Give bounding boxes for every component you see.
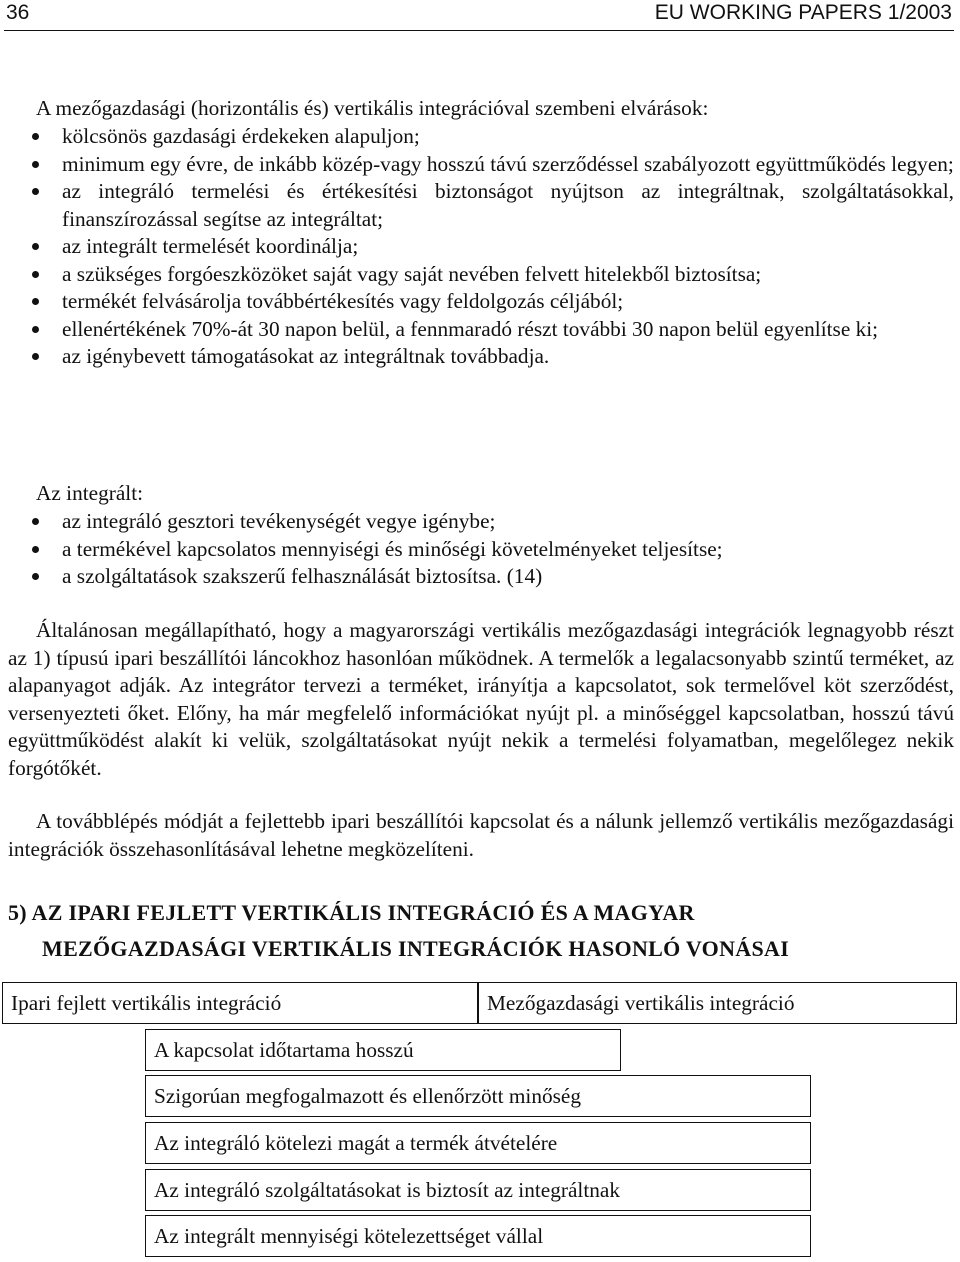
table-row: Az integráló kötelezi magát a termék átvételére [145,1122,811,1164]
section-heading-line2: MEZŐGAZDASÁGI VERTIKÁLIS INTEGRÁCIÓK HASONLÓ VONÁSAI [42,936,790,961]
list-item: a szolgáltatások szakszerű felhasználását biztosítsa. (14) [30,563,954,591]
intro-expectations: A mezőgazdasági (horizontális és) vertikális integrációval szembeni elvárások: [36,96,709,120]
expectations-list [30,123,954,371]
list-item: termékét felvásárolja továbbértékesítés vagy feldolgozás céljából; [30,288,954,316]
page-header [4,0,954,31]
table-row: Az integráló szolgáltatásokat is biztosít az integráltnak [145,1169,811,1211]
list-item: az integráló termelési és értékesítési biztonságot nyújtson az integráltnak, szolgáltatásokkal, finanszírozással segítse az integráltat; [30,178,954,233]
list-item: az integráló gesztori tevékenységét vegye igénybe; [30,508,954,536]
list-item: ellenértékének 70%-át 30 napon belül, a fennmaradó részt további 30 napon belül egyenlítse ki; [30,316,954,344]
list-item: kölcsönös gazdasági érdekeken alapuljon; [30,123,954,151]
list-item: a termékével kapcsolatos mennyiségi és minőségi követelményeket teljesítse; [30,536,954,564]
intro-integrated: Az integrált: [36,481,144,505]
list-item: az igénybevett támogatásokat az integráltnak továbbadja. [30,343,954,371]
publication-title: EU WORKING PAPERS 1/2003 [654,1,952,24]
section-heading-line1: 5) AZ IPARI FEJLETT VERTIKÁLIS INTEGRÁCIÓ ÉS A MAGYAR [8,900,695,925]
table-header-industrial: Ipari fejlett vertikális integráció [2,982,478,1024]
list-item: az integrált termelését koordinálja; [30,233,954,261]
integrated-list [30,508,954,591]
body-paragraph: A továbblépés módját a fejlettebb ipari beszállítói kapcsolat és a nálunk jellemző vertikális mezőgazdasági integrációk összehasonlításával lehetne megközelíteni. [8,809,954,861]
table-row: Szigorúan megfogalmazott és ellenőrzött minőség [145,1075,811,1117]
table-row: Az integrált mennyiségi kötelezettséget vállal [145,1215,811,1257]
table-header-agricultural: Mezőgazdasági vertikális integráció [478,982,957,1024]
body-paragraph: Általánosan megállapítható, hogy a magyarországi vertikális mezőgazdasági integrációk legnagyobb részt az 1) típusú ipari beszállítói láncokhoz hasonlóan működnek. A termelők a legalacsonyabb szintű terméket, az alapanyagot adják. Az integrátor tervezi a terméket, irányítja a kapcsolatot, sok termelővel köt szerződést, versenyezteti őket. Előny, ha már megfelelő információkat nyújt pl. a minőséggel kapcsolatban, hosszú távú együttműködést alakít ki velük, szolgáltatásokat nyújt nekik a termelési folyamatban, megelőlegez nekik forgótőkét. [8,618,954,780]
page-number: 36 [6,1,30,24]
list-item: a szükséges forgóeszközöket saját vagy saját nevében felvett hitelekből biztosítsa; [30,261,954,289]
table-row: A kapcsolat időtartama hosszú [145,1029,621,1071]
list-item: minimum egy évre, de inkább közép-vagy hosszú távú szerződéssel szabályozott együttműködés legyen; [30,151,954,179]
